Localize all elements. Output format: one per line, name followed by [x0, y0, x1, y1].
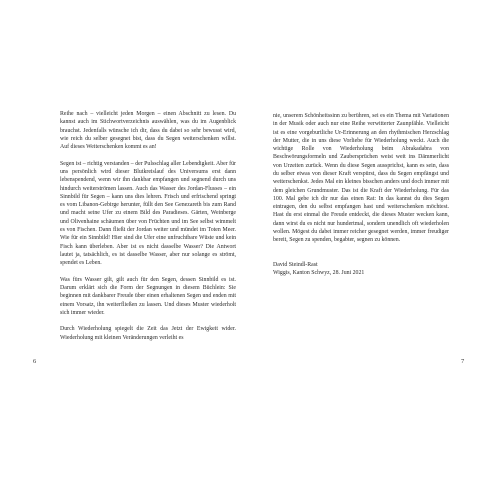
left-paragraph-2: Segen ist – richtig verstanden – der Pulsschlag aller Lebendigkeit. Aber für uns persönlich wird dieser Blutkreislauf des Universums erst dann lebenspendend, wenn wir ihn dankbar empfangen und segnend durch uns hindurch weiterströmen lassen. Auch das Wasser des Jordan-Flusses – ein Sinnbild für Segen – kann uns dies lehren. Frisch und erfrischend springt es vom Libanon-Gebirge herunter, füllt den See Genezareth bis zum Rand und macht seine Ufer zu einem Bild des Paradieses. Gärten, Weinberge und Olivenhaine schäumen über von Früchten und im See selbst wimmelt es von Fischen. Dann fließt der Jordan weiter und mündet im Toten Meer. Wie für ein Sinnbild! Hier sind die Ufer eine unfruchtbare Wüste und kein Fisch kann überleben. Aber ist es nicht dasselbe Wasser? Die Antwort lautet ja, tatsächlich, es ist dasselbe Wasser, aber nur solange es strömt, spendet es Leben. [60, 160, 236, 267]
left-page-text [60, 110, 236, 350]
right-page-number: 7 [461, 358, 465, 365]
signature-block [273, 261, 449, 278]
left-paragraph-1: Reihe nach – vielleicht jeden Morgen – einen Abschnitt zu lesen. Du kannst auch im Stichwortverzeichnis auswählen, was du im Augenblick brauchst. Jedenfalls wünsche ich dir, dass du dabei so sehr bewusst wird, wie reich du selber gesegnet bist, dass du Segen weiterschenken willst. Auf dieses Weiterschenken kommt es an! [60, 111, 236, 151]
right-page-text [273, 112, 449, 277]
left-page-number: 6 [33, 358, 37, 365]
signature-place-date: Wiggis, Kanton Schwyz, 28. Juni 2021 [273, 269, 365, 276]
left-paragraph-3: Was fürs Wasser gilt, gilt auch für den Segen, dessen Sinnbild es ist. Darum erklärt sich die Form der Segnungen in diesem Büchlein: Sie beginnen mit dankbarer Freude über einen erhaltenen Segen und enden mit einem Vorsatz, ihn weiterfließen zu lassen. Und dieses Muster wiederholt sich immer wieder. [60, 276, 236, 316]
left-paragraph-4: Durch Wiederholung spiegelt die Zeit das Jetzt der Ewigkeit wider. Wiederholung mit kleinen Veränderungen verleiht es [60, 326, 236, 341]
signature-name: David Steindl-Rast [273, 261, 318, 268]
right-paragraph-1: nie, unserem Schönheitssinn zu berühren, sei es ein Thema mit Variationen in der Musik oder auch nur eine Reihe verwitterter Zaunpfähle. Vielleicht ist es eine vorgeburtliche Ur-Erinnerung an den rhythmischen Herzschlag der Mutter, die in uns diese Vorliebe für Wiederholung weckt. Auch die wichtige Rolle von Wiederholung beim Abrakadabra von Beschwörungsformeln und Zaubersprüchen weist weit ins Dämmerlicht von Urzeiten zurück. Wenn du diese Segen aussprichst, kann es sein, dass du selber etwas von dieser Kraft verspürst, dass du Segen empfängst und weiterschenkst. Jedes Mal ein kleines bisschen anders und doch immer mit dem gleichen Grundmuster. Das ist die Kraft der Wiederholung. Für das 100. Mal gebe ich dir nur das einen Rat: In das kannst du dies Segen eintragen, den du selbst empfangen hast und weiterschenken möchtest. Hast du erst einmal die Freude entdeckt, die dieses Muster wecken kann, dann wirst du es nicht nur hundertmal, sondern unendlich oft wiederholen wollen. Mögest du dabei immer reicher gesegnet werden, immer freudiger bereit, Segen zu spenden, begabter, segnen zu können. [273, 113, 449, 244]
